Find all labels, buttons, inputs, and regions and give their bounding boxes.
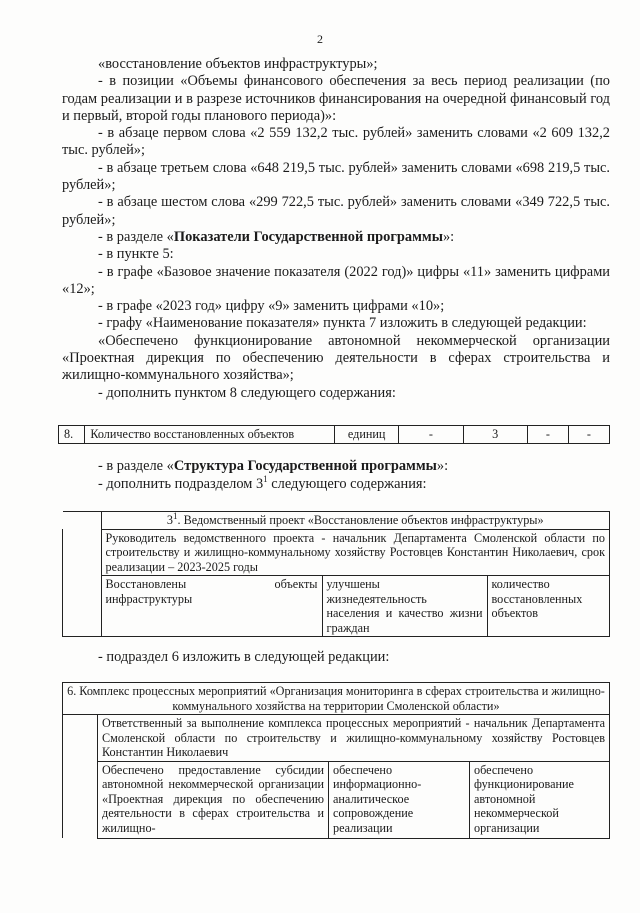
process-task-cell: Обеспечено предоставление субсидии автономной некоммерческой организации «Проектная дирекция по обеспечению деятельности в сферах строительства и жилищно- bbox=[98, 761, 329, 838]
process-spacer-cell bbox=[63, 761, 98, 838]
paragraph-column-name: - графу «Наименование показателя» пункта 7 изложить в следующей редакции: bbox=[98, 315, 587, 332]
process-title-cell: 6. Комплекс процессных мероприятий «Организация мониторинга в сферах строительства и жилищно-коммунального хозяйства на территории Смоленской области» bbox=[63, 683, 610, 715]
indicator-number-cell: 8. bbox=[59, 426, 85, 444]
structure-effect-cell: улучшены жизнедеятельность населения и качество жизни граждан bbox=[322, 576, 487, 637]
structure-head-cell: Руководитель ведомственного проекта - начальник Департамента Смоленской области по строительству и жилищно-коммунальному хозяйству Ростовцев Константин Николаевич, срок реализации – 2023-2025 годы bbox=[101, 529, 610, 576]
page-number: 2 bbox=[317, 32, 323, 46]
table-row bbox=[59, 426, 610, 444]
indicator-unit-cell: единиц bbox=[335, 426, 399, 444]
indicator-base-cell: - bbox=[399, 426, 463, 444]
indicator-2024-cell: - bbox=[527, 426, 568, 444]
paragraph-add-subsection bbox=[62, 476, 610, 493]
structure-spacer-cell bbox=[63, 512, 102, 530]
process-indicator-cell: обеспечено функционирование автономной некоммерческой организации bbox=[470, 761, 610, 838]
section-suffix: »: bbox=[436, 458, 449, 474]
section-prefix: - в разделе « bbox=[98, 458, 174, 474]
paragraph-intro-1: «восстановление объектов инфраструктуры»; bbox=[98, 56, 378, 72]
indicator-name-cell: Количество восстановленных объектов bbox=[85, 426, 335, 444]
structure-title-cell bbox=[101, 512, 610, 530]
structure-title-sup: 1 bbox=[173, 510, 178, 521]
section-title: Показатели Государственной программы bbox=[173, 228, 443, 245]
add-subsection-after: следующего содержания: bbox=[267, 476, 427, 492]
paragraph-intro-3: - в абзаце первом слова «2 559 132,2 тыс. рублей» заменить словами «2 609 132,2 тыс. рублей»; bbox=[62, 125, 610, 159]
paragraph-new-name: «Обеспечено функционирование автономной некоммерческой организации «Проектная дирекция по обеспечению деятельности в сферах строительства и жилищно-коммунального хозяйства»; bbox=[62, 332, 610, 384]
add-subsection-sup: 1 bbox=[263, 474, 268, 485]
structure-indicator-cell: количество восстановленных объектов bbox=[487, 576, 610, 637]
process-effect-cell: обеспечено информационно-аналитическое сопровождение реализации bbox=[329, 761, 470, 838]
table-row bbox=[63, 761, 610, 838]
process-head-cell: Ответственный за выполнение комплекса процессных мероприятий - начальник Департамента Смоленской области по строительству и жилищно-коммунальному хозяйству Ростовцев Константин Николаевич bbox=[98, 715, 610, 762]
add-subsection-text: - дополнить подразделом 3 bbox=[98, 476, 264, 492]
table-row bbox=[63, 576, 610, 637]
structure-spacer-cell bbox=[63, 529, 102, 576]
process-spacer-cell bbox=[63, 715, 98, 762]
indicator-2023-cell: 3 bbox=[463, 426, 527, 444]
indicator-table bbox=[58, 425, 610, 444]
document-body bbox=[62, 56, 610, 402]
paragraph-2023: - в графе «2023 год» цифру «9» заменить цифрами «10»; bbox=[98, 298, 445, 315]
section-title: Структура Государственной программы bbox=[173, 458, 437, 474]
structure-table bbox=[62, 511, 610, 637]
table-row bbox=[63, 529, 610, 576]
structure-spacer-cell bbox=[63, 576, 102, 637]
table-row bbox=[63, 683, 610, 715]
process-table bbox=[62, 682, 610, 839]
paragraph-section-structure bbox=[62, 458, 610, 475]
structure-task-cell: Восстановлены объекты инфраструктуры bbox=[101, 576, 322, 637]
paragraph-intro-4: - в абзаце третьем слова «648 219,5 тыс. рублей» заменить словами «698 219,5 тыс. рублей»; bbox=[62, 159, 610, 194]
paragraph-add-point-8: - дополнить пунктом 8 следующего содержания: bbox=[98, 384, 396, 401]
paragraph-section-indicators bbox=[62, 229, 610, 246]
paragraph-subsection-6: - подраздел 6 изложить в следующей редакции: bbox=[98, 649, 390, 665]
paragraph-intro-5: - в абзаце шестом слова «299 722,5 тыс. рублей» заменить словами «349 722,5 тыс. рублей»; bbox=[62, 194, 610, 228]
paragraph-base-value: - в графе «Базовое значение показателя (2022 год)» цифры «11» заменить цифрами «12»; bbox=[62, 263, 610, 297]
indicator-2025-cell: - bbox=[568, 426, 609, 444]
paragraph-intro-2: - в позиции «Объемы финансового обеспечения за весь период реализации (по годам реализации и в разрезе источников финансирования на очередной финансовый год и первый, второй годы планового периода)»: bbox=[62, 73, 610, 124]
section-prefix: - в разделе « bbox=[98, 228, 174, 245]
table-row bbox=[63, 715, 610, 762]
table-row bbox=[63, 512, 610, 530]
structure-title-number: 3 bbox=[166, 513, 173, 527]
structure-title-text: . Ведомственный проект «Восстановление объектов инфраструктуры» bbox=[177, 513, 544, 527]
section-suffix: »: bbox=[442, 228, 455, 245]
paragraph-point-5: - в пункте 5: bbox=[98, 246, 174, 263]
